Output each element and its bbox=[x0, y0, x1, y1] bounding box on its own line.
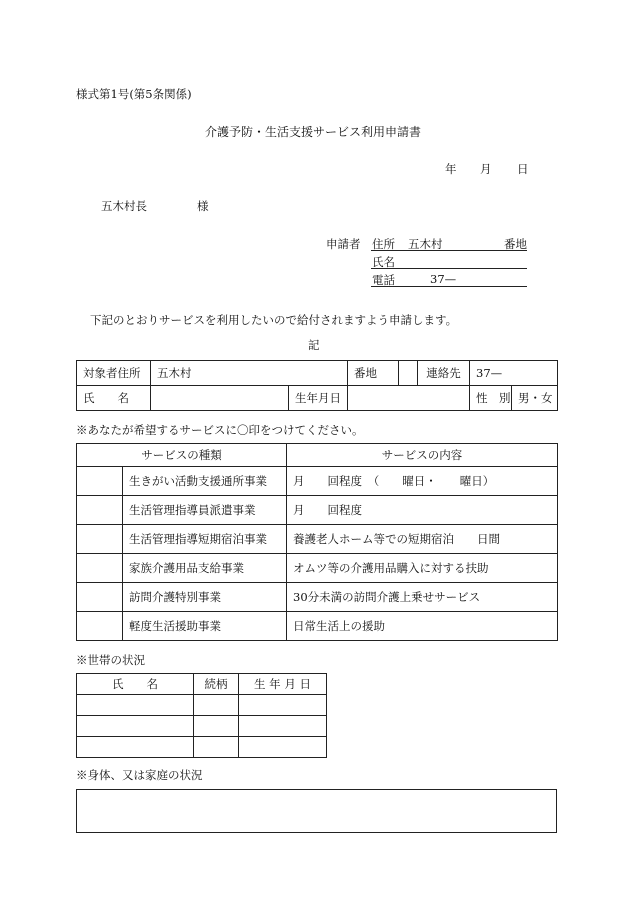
date-year-label: 年 bbox=[445, 162, 457, 176]
applicant-phone-prefix: 37— bbox=[430, 272, 457, 286]
household-header-name: 氏 名 bbox=[77, 674, 194, 695]
subject-name-label: 氏 名 bbox=[77, 386, 151, 411]
household-cell[interactable] bbox=[77, 695, 194, 716]
ki-label: 記 bbox=[308, 338, 320, 352]
service-check-cell[interactable] bbox=[77, 583, 123, 612]
addressee-honorific: 様 bbox=[197, 199, 209, 213]
household-cell[interactable] bbox=[77, 716, 194, 737]
service-type: 生きがい活動支援通所事業 bbox=[123, 467, 287, 496]
applicant-phone-line bbox=[371, 286, 527, 287]
services-table bbox=[76, 443, 558, 641]
applicant-name-label: 氏名 bbox=[372, 255, 395, 269]
service-type: 家族介護用品支給事業 bbox=[123, 554, 287, 583]
services-header-type: サービスの種類 bbox=[77, 444, 287, 467]
service-check-cell[interactable] bbox=[77, 554, 123, 583]
household-header-birthdate: 生 年 月 日 bbox=[239, 674, 327, 695]
applicant-phone-label: 電話 bbox=[372, 273, 395, 287]
statement-text: 下記のとおりサービスを利用したいので給付されますよう申請します。 bbox=[90, 313, 458, 327]
service-check-cell[interactable] bbox=[77, 525, 123, 554]
service-check-cell[interactable] bbox=[77, 612, 123, 641]
condition-box[interactable] bbox=[76, 789, 557, 833]
addressee-name: 五木村長 bbox=[101, 199, 147, 213]
service-note: ※あなたが希望するサービスに〇印をつけてください。 bbox=[76, 423, 364, 437]
service-content: 月 回程度 （ 曜日・ 曜日） bbox=[287, 467, 558, 496]
service-type: 生活管理指導短期宿泊事業 bbox=[123, 525, 287, 554]
applicant-address-suffix: 番地 bbox=[504, 237, 527, 251]
date-day-label: 日 bbox=[517, 162, 529, 176]
household-cell[interactable] bbox=[239, 716, 327, 737]
subject-name-value bbox=[151, 386, 289, 411]
subject-birthdate-value bbox=[348, 386, 470, 411]
applicant-address-line bbox=[371, 250, 527, 251]
subject-address-label: 対象者住所 bbox=[77, 361, 151, 386]
applicant-address-village: 五木村 bbox=[408, 237, 443, 251]
subject-sex-options: 男・女 bbox=[512, 386, 558, 411]
household-cell[interactable] bbox=[194, 716, 239, 737]
service-content: 月 回程度 bbox=[287, 496, 558, 525]
page-title: 介護予防・生活支援サービス利用申請書 bbox=[205, 125, 422, 139]
subject-address-spacer bbox=[399, 361, 418, 386]
service-type: 訪問介護特別事業 bbox=[123, 583, 287, 612]
subject-address-suffix: 番地 bbox=[348, 361, 399, 386]
service-content: オムツ等の介護用品購入に対する扶助 bbox=[287, 554, 558, 583]
subject-address-village: 五木村 bbox=[151, 361, 348, 386]
household-cell[interactable] bbox=[194, 695, 239, 716]
household-table bbox=[76, 673, 327, 758]
form-number: 様式第1号(第5条関係) bbox=[76, 87, 192, 101]
subject-contact-value: 37— bbox=[470, 361, 558, 386]
subject-table bbox=[76, 360, 558, 411]
subject-birthdate-label: 生年月日 bbox=[289, 386, 348, 411]
household-label: ※世帯の状況 bbox=[76, 653, 145, 667]
service-content: 養護老人ホーム等での短期宿泊 日間 bbox=[287, 525, 558, 554]
subject-sex-label: 性 別 bbox=[470, 386, 512, 411]
service-check-cell[interactable] bbox=[77, 467, 123, 496]
date-month-label: 月 bbox=[480, 162, 492, 176]
applicant-name-line bbox=[371, 268, 527, 269]
applicant-label: 申請者 bbox=[326, 237, 361, 251]
household-cell[interactable] bbox=[194, 737, 239, 758]
service-check-cell[interactable] bbox=[77, 496, 123, 525]
service-type: 生活管理指導員派遣事業 bbox=[123, 496, 287, 525]
household-cell[interactable] bbox=[239, 737, 327, 758]
condition-label: ※身体、又は家庭の状況 bbox=[76, 768, 203, 782]
service-content: 日常生活上の援助 bbox=[287, 612, 558, 641]
subject-contact-label: 連絡先 bbox=[418, 361, 470, 386]
applicant-address-label: 住所 bbox=[372, 237, 395, 251]
household-cell[interactable] bbox=[77, 737, 194, 758]
household-header-relation: 続柄 bbox=[194, 674, 239, 695]
services-header-content: サービスの内容 bbox=[287, 444, 558, 467]
service-content: 30分未満の訪問介護上乗せサービス bbox=[287, 583, 558, 612]
service-type: 軽度生活援助事業 bbox=[123, 612, 287, 641]
household-cell[interactable] bbox=[239, 695, 327, 716]
